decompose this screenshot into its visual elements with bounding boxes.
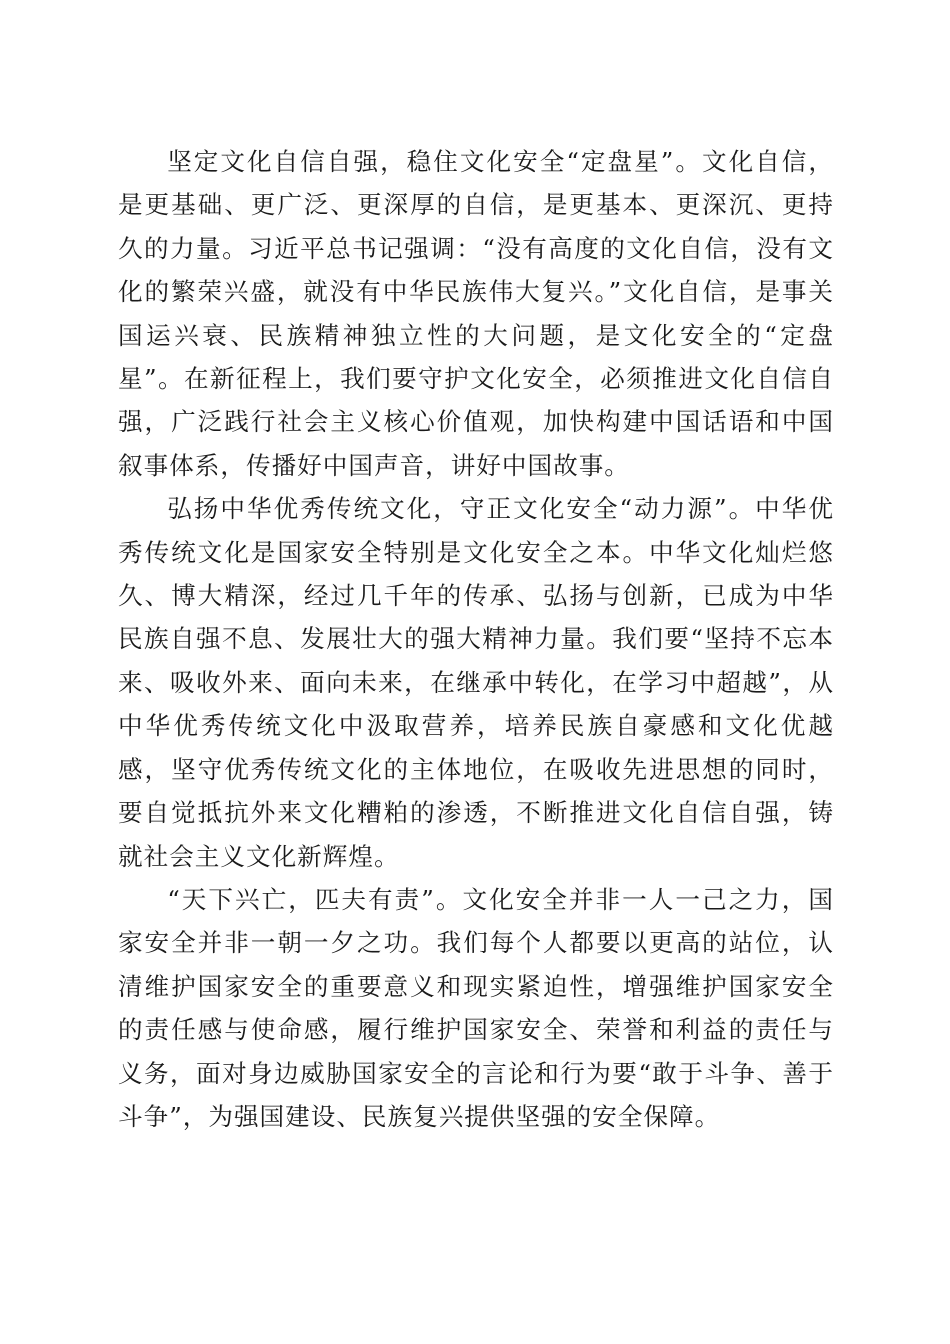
paragraph-traditional-culture: 弘扬中华优秀传统文化，守正文化安全“动力源”。中华优秀传统文化是国家安全特别是文化安全之本。中华文化灿烂悠久、博大精深，经过几千年的传承、弘扬与创新，已成为中华民族自强不息、发展壮大的强大精神力量。我们要“坚持不忘本来、吸收外来、面向未来，在继承中转化，在学习中超越”，从中华优秀传统文化中汲取营养，培养民族自豪感和文化优越感，坚守优秀传统文化的主体地位，在吸收先进思想的同时，要自觉抵抗外来文化糟粕的渗透，不断推进文化自信自强，铸就社会主义文化新辉煌。 [118,494,834,871]
document-body [118,140,834,1138]
paragraph-national-security-duty: “天下兴亡，匹夫有责”。文化安全并非一人一己之力，国家安全并非一朝一夕之功。我们每个人都要以更高的站位，认清维护国家安全的重要意义和现实紧迫性，增强维护国家安全的责任感与使命感，履行维护国家安全、荣誉和利益的责任与义务，面对身边威胁国家安全的言论和行为要“敢于斗争、善于斗争”，为强国建设、民族复兴提供坚强的安全保障。 [118,884,834,1131]
paragraph-cultural-confidence: 坚定文化自信自强，稳住文化安全“定盘星”。文化自信，是更基础、更广泛、更深厚的自信，是更基本、更深沉、更持久的力量。习近平总书记强调：“没有高度的文化自信，没有文化的繁荣兴盛，就没有中华民族伟大复兴。”文化自信，是事关国运兴衰、民族精神独立性的大问题，是文化安全的“定盘星”。在新征程上，我们要守护文化安全，必须推进文化自信自强，广泛践行社会主义核心价值观，加快构建中国话语和中国叙事体系，传播好中国声音，讲好中国故事。 [118,147,834,480]
